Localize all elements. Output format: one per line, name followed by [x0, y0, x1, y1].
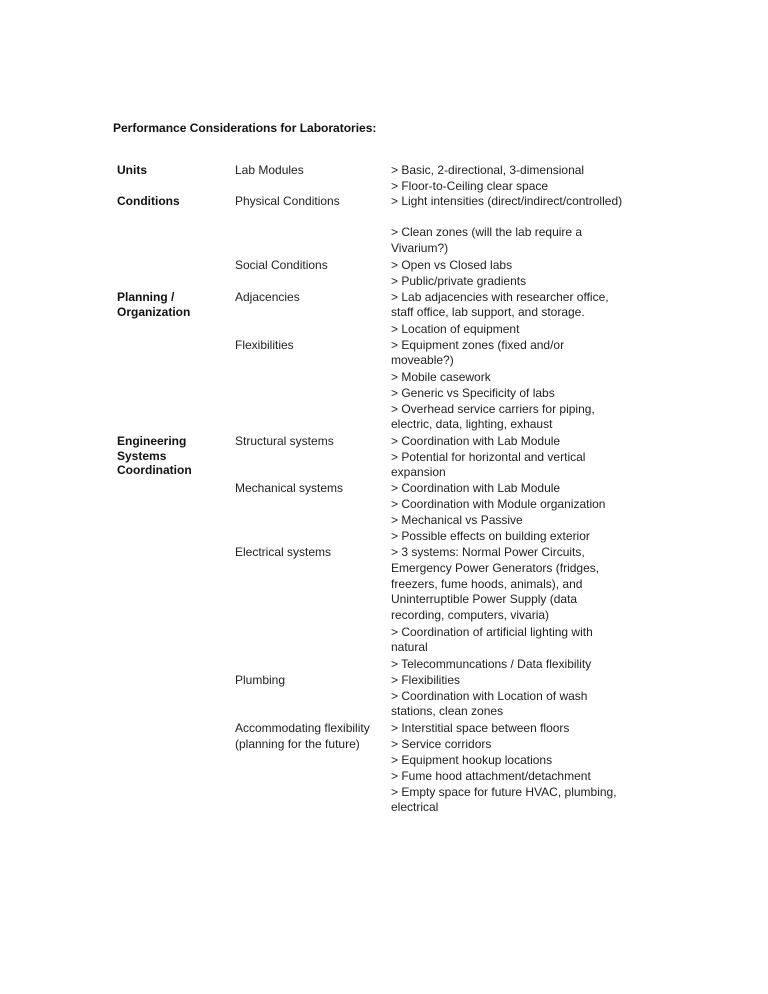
detail-line: > 3 systems: Normal Power Circuits,	[391, 545, 585, 559]
detail-line: > Coordination with Module organization	[391, 497, 606, 511]
subcategory-lab-modules: Lab Modules	[235, 163, 304, 177]
subcategory-social-conditions: Social Conditions	[235, 258, 328, 272]
detail-line: expansion	[391, 465, 446, 479]
detail-line: staff office, lab support, and storage.	[391, 305, 585, 319]
detail-line: freezers, fume hoods, animals), and	[391, 577, 583, 591]
detail-line: > Equipment hookup locations	[391, 753, 553, 767]
detail-line: Vivarium?)	[391, 241, 449, 255]
subcategory-flexibilities: Flexibilities	[235, 338, 294, 352]
category-conditions: Conditions	[117, 194, 180, 208]
subcategory-physical-conditions: Physical Conditions	[235, 194, 340, 208]
detail-line: > Generic vs Specificity of labs	[391, 386, 555, 400]
category-engineering-line1: Engineering	[117, 434, 187, 448]
page-title: Performance Considerations for Laboratories:	[113, 121, 377, 135]
category-planning-line1: Planning /	[117, 290, 175, 304]
detail-line: > Mobile casework	[391, 370, 491, 384]
detail-line: > Coordination of artificial lighting with	[391, 625, 593, 639]
detail-line: > Floor-to-Ceiling clear space	[391, 179, 549, 193]
detail-line: > Equipment zones (fixed and/or	[391, 338, 565, 352]
detail-line: natural	[391, 640, 428, 654]
detail-line: > Light intensities (direct/indirect/controlled)	[391, 194, 623, 208]
detail-line: > Empty space for future HVAC, plumbing,	[391, 785, 617, 799]
detail-line: moveable?)	[391, 353, 454, 367]
detail-line: stations, clean zones	[391, 704, 504, 718]
category-units: Units	[117, 163, 147, 177]
detail-line: Uninterruptible Power Supply (data	[391, 592, 578, 606]
detail-line: > Potential for horizontal and vertical	[391, 450, 586, 464]
detail-line: electrical	[391, 800, 439, 814]
detail-line: > Coordination with Location of wash	[391, 689, 588, 703]
detail-line: > Open vs Closed labs	[391, 258, 513, 272]
detail-line: > Mechanical vs Passive	[391, 513, 523, 527]
subcategory-electrical-systems: Electrical systems	[235, 545, 332, 559]
subcategory-adjacencies: Adjacencies	[235, 290, 300, 304]
detail-line: electric, data, lighting, exhaust	[391, 417, 553, 431]
detail-line: > Overhead service carriers for piping,	[391, 402, 595, 416]
detail-line: > Coordination with Lab Module	[391, 481, 561, 495]
detail-line: Emergency Power Generators (fridges,	[391, 561, 600, 575]
subcategory-mechanical-systems: Mechanical systems	[235, 481, 344, 495]
subcategory-accommodating-line1: Accommodating flexibility	[235, 721, 370, 735]
detail-line: > Fume hood attachment/detachment	[391, 769, 591, 783]
category-engineering-line2: Systems	[117, 449, 167, 463]
detail-line: > Telecommuncations / Data flexibility	[391, 657, 592, 671]
detail-line: > Lab adjacencies with researcher office,	[391, 290, 609, 304]
detail-line: > Public/private gradients	[391, 274, 527, 288]
detail-line: recording, computers, vivaria)	[391, 608, 550, 622]
subcategory-plumbing: Plumbing	[235, 673, 286, 687]
detail-line: > Interstitial space between floors	[391, 721, 570, 735]
category-engineering-line3: Coordination	[117, 463, 192, 477]
detail-line: > Basic, 2-directional, 3-dimensional	[391, 163, 585, 177]
detail-line: > Clean zones (will the lab require a	[391, 225, 583, 239]
detail-line: > Service corridors	[391, 737, 492, 751]
subcategory-structural-systems: Structural systems	[235, 434, 334, 448]
category-planning-line2: Organization	[117, 305, 191, 319]
subcategory-accommodating-line2: (planning for the future)	[235, 737, 360, 751]
detail-line: > Flexibilities	[391, 673, 461, 687]
detail-line: > Possible effects on building exterior	[391, 529, 590, 543]
detail-line: > Coordination with Lab Module	[391, 434, 561, 448]
detail-line: > Location of equipment	[391, 322, 520, 336]
